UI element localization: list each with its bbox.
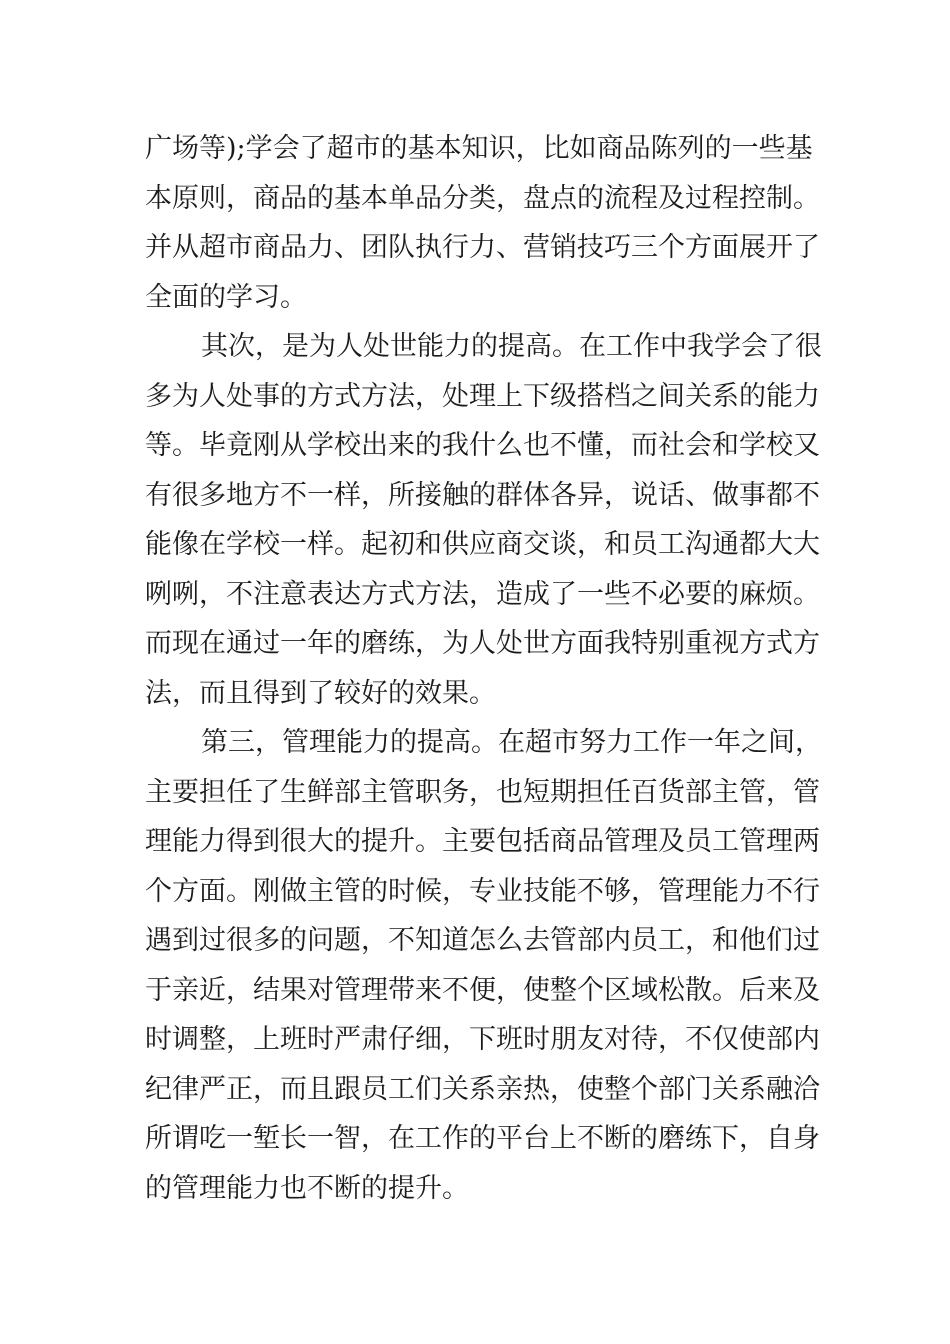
paragraph-line: 于亲近，结果对管理带来不便，使整个区域松散。后来及: [145, 974, 820, 1006]
paragraph-line: 而现在通过一年的磨练，为人处世方面我特别重视方式方: [145, 628, 820, 659]
paragraph-line: 所谓吃一堑长一智，在工作的平台上不断的磨练下，自身: [145, 1123, 820, 1154]
paragraph-line: 理能力得到很大的提升。主要包括商品管理及员工管理两: [145, 826, 820, 857]
paragraph-line: 广场等);学会了超市的基本知识，比如商品陈列的一些基: [145, 133, 813, 164]
paragraph-line: 法，而且得到了较好的效果。: [145, 677, 496, 709]
paragraph-line: 遇到过很多的问题，不知道怎么去管部内员工，和他们过: [145, 925, 820, 956]
paragraph-line: 主要担任了生鲜部主管职务，也短期担任百货部主管，管: [145, 776, 820, 808]
paragraph-line: 咧咧，不注意表达方式方法，造成了一些不必要的麻烦。: [145, 578, 820, 610]
paragraph-line: 有很多地方不一样，所接触的群体各异，说话、做事都不: [145, 479, 820, 511]
paragraph-line: 的管理能力也不断的提升。: [145, 1172, 469, 1204]
paragraph-line: 并从超市商品力、团队执行力、营销技巧三个方面展开了: [145, 232, 820, 263]
paragraph-line: 全面的学习。: [145, 281, 307, 313]
paragraph-line: 其次，是为人处世能力的提高。在工作中我学会了很: [201, 331, 822, 362]
paragraph-line: 多为人处事的方式方法，处理上下级搭档之间关系的能力: [145, 380, 820, 412]
paragraph-1: [145, 124, 820, 322]
paragraph-line: 个方面。刚做主管的时候，专业技能不够，管理能力不行: [145, 875, 820, 907]
paragraph-line: 时调整，上班时严肃仔细，下班时朋友对待，不仅使部内: [145, 1024, 820, 1055]
paragraph-line: 本原则，商品的基本单品分类，盘点的流程及过程控制。: [145, 182, 820, 214]
paragraph-line: 能像在学校一样。起初和供应商交谈，和员工沟通都大大: [145, 529, 820, 560]
paragraph-3: [145, 718, 822, 1213]
paragraph-line: 等。毕竟刚从学校出来的我什么也不懂，而社会和学校又: [145, 430, 820, 461]
paragraph-line: 纪律严正，而且跟员工们关系亲热，使整个部门关系融洽: [145, 1073, 820, 1105]
paragraph-2: [145, 322, 822, 718]
document-body: [145, 124, 822, 1213]
paragraph-line: 第三，管理能力的提高。在超市努力工作一年之间，: [201, 727, 822, 758]
